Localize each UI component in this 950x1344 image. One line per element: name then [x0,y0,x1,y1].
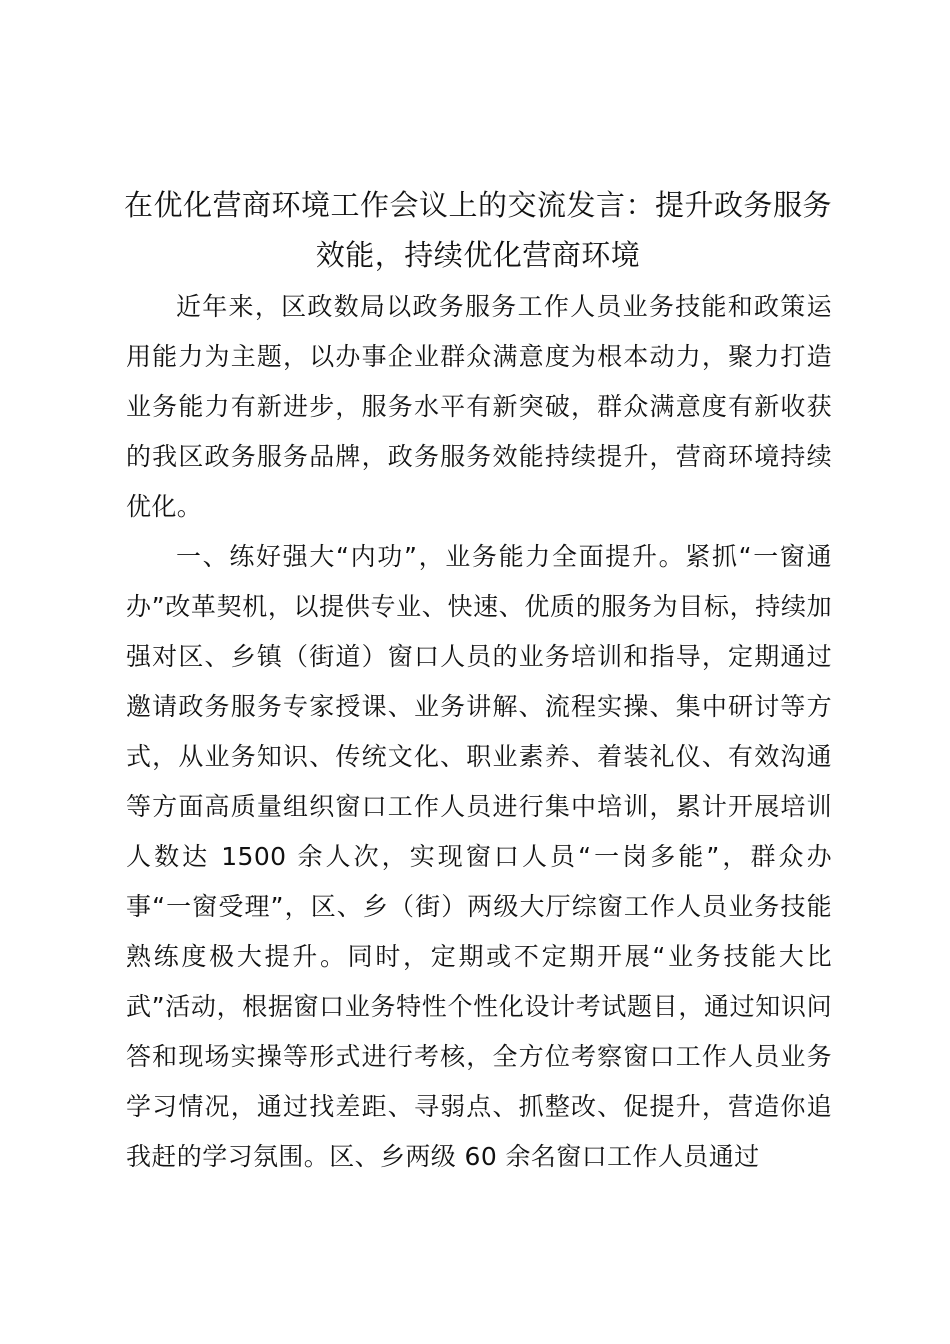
document-body [126,282,832,1182]
paragraph-intro: 近年来，区政数局以政务服务工作人员业务技能和政策运用能力为主题，以办事企业群众满意度为根本动力，聚力打造业务能力有新进步，服务水平有新突破，群众满意度有新收获的我区政务服务品牌，政务服务效能持续提升，营商环境持续优化。 [126,292,832,521]
paragraph-section-one: 一、练好强大“内功”，业务能力全面提升。紧抓“一窗通办”改革契机，以提供专业、快速、优质的服务为目标，持续加强对区、乡镇（街道）窗口人员的业务培训和指导，定期通过邀请政务服务专家授课、业务讲解、流程实操、集中研讨等方式，从业务知识、传统文化、职业素养、着装礼仪、有效沟通等方面高质量组织窗口工作人员进行集中培训，累计开展培训人数达 1500 余人次，实现窗口人员“一岗多能”，群众办事“一窗受理”，区、乡（街）两级大厅综窗工作人员业务技能熟练度极大提升。同时，定期或不定期开展“业务技能大比武”活动，根据窗口业务特性个性化设计考试题目，通过知识问答和现场实操等形式进行考核，全方位考察窗口工作人员业务学习情况，通过找差距、寻弱点、抓整改、促提升，营造你追我赶的学习氛围。区、乡两级 60 余名窗口工作人员通过 [126,542,832,1171]
document-title: 在优化营商环境工作会议上的交流发言：提升政务服务效能，持续优化营商环境 [123,188,832,272]
